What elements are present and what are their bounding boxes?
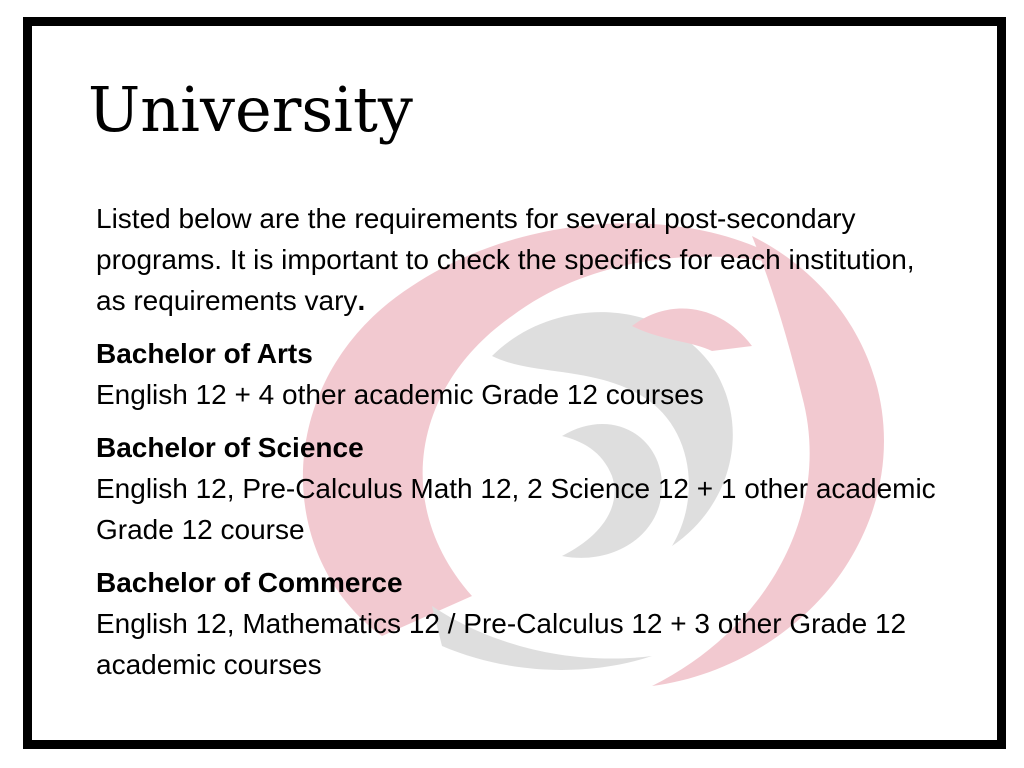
page-title: University (88, 73, 413, 146)
intro-paragraph (96, 198, 946, 321)
program-requirements: English 12, Pre-Calculus Math 12, 2 Science 12 + 1 other academic Grade 12 course (96, 473, 936, 545)
program-bachelor-of-science (96, 427, 946, 550)
program-bachelor-of-commerce (96, 562, 946, 685)
intro-period: . (357, 285, 366, 316)
slide-frame (23, 17, 1006, 749)
program-requirements: English 12 + 4 other academic Grade 12 courses (96, 379, 704, 410)
program-requirements: English 12, Mathematics 12 / Pre-Calculus 12 + 3 other Grade 12 academic courses (96, 608, 907, 680)
program-name: Bachelor of Commerce (96, 567, 403, 598)
program-bachelor-of-arts (96, 333, 946, 415)
intro-text: Listed below are the requirements for several post-secondary programs. It is important to check the specifics for each institution, as requirements vary (96, 203, 915, 316)
program-name: Bachelor of Science (96, 432, 364, 463)
slide-body (96, 198, 946, 697)
program-name: Bachelor of Arts (96, 338, 313, 369)
